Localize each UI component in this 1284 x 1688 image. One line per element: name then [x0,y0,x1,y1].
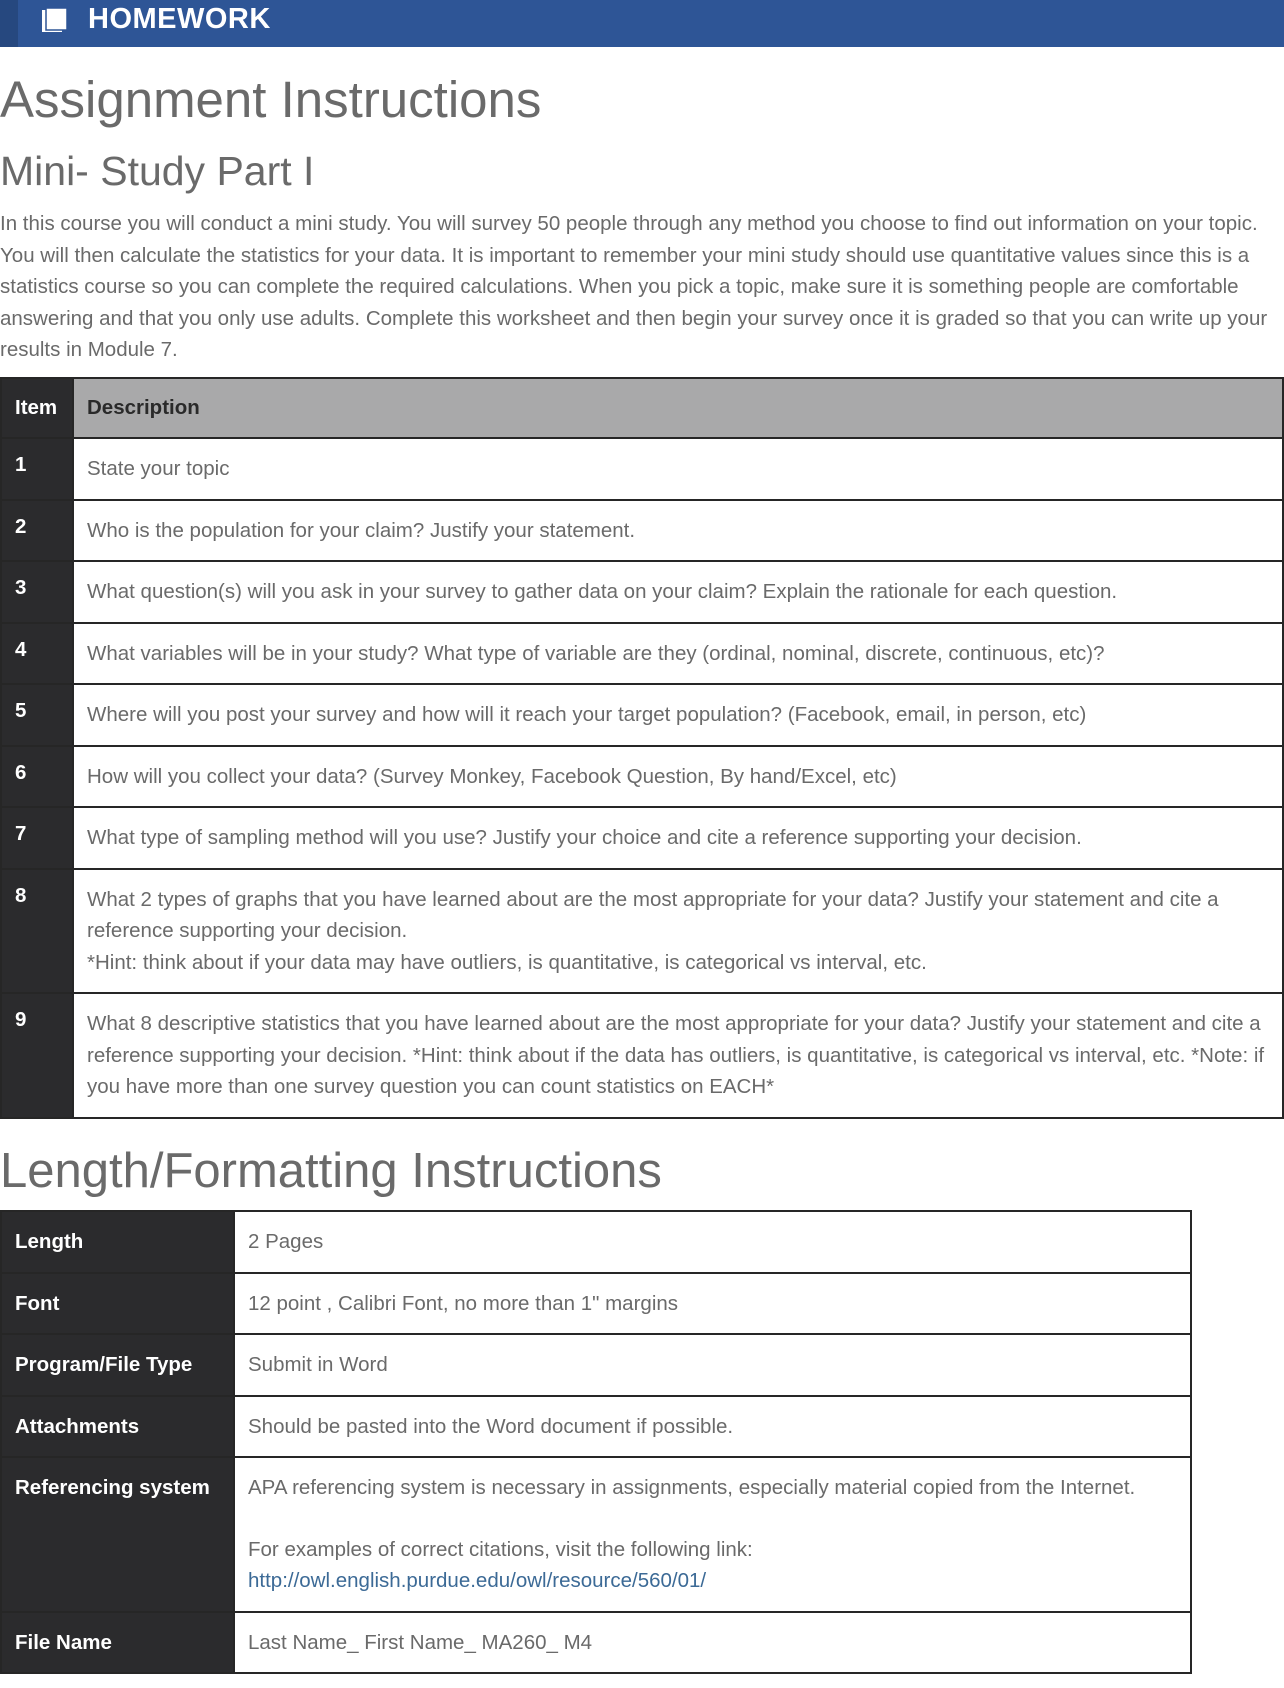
item-hint: *Hint: think about if your data may have outliers, is quantitative, is categorical vs interval, etc. [87,950,927,974]
table-row [1,1457,1191,1612]
file-name-label: File Name [1,1612,234,1674]
item-number: 6 [1,746,73,808]
citation-examples-text: For examples of correct citations, visit the following link: [248,1537,753,1561]
table-row [1,500,1283,562]
table-row [1,1612,1191,1674]
spacer [248,1504,1177,1534]
assignment-subtitle: Mini- Study Part I [0,148,315,194]
page-title: Assignment Instructions [0,71,542,128]
file-name-value: Last Name_ First Name_ MA260_ M4 [234,1612,1191,1674]
item-column-header: Item [1,378,73,438]
item-description: What variables will be in your study? What type of variable are they (ordinal, nominal, discrete, continuous, etc)? [73,623,1283,685]
item-number: 9 [1,993,73,1118]
table-row [1,623,1283,685]
description-column-header: Description [73,378,1283,438]
items-header-row [1,378,1283,438]
table-row [1,1273,1191,1335]
banner-edge [0,0,18,47]
banner-title: HOMEWORK [88,3,271,35]
item-number: 2 [1,500,73,562]
referencing-label: Referencing system [1,1457,234,1612]
table-row [1,1334,1191,1396]
item-description: What question(s) will you ask in your survey to gather data on your claim? Explain the rationale for each question. [73,561,1283,623]
item-description: Who is the population for your claim? Justify your statement. [73,500,1283,562]
table-row [1,561,1283,623]
table-row [1,1211,1191,1273]
length-formatting-title: Length/Formatting Instructions [0,1144,662,1198]
file-type-value: Submit in Word [234,1334,1191,1396]
homework-banner [0,0,1284,47]
item-description: What 8 descriptive statistics that you have learned about are the most appropriate for your data? Justify your statement and cite a reference supporting your decision. *Hint: think about if the data has outliers, is quantitative, is categorical vs interval, etc. *Note: if you have more than one survey question you can count statistics on EACH* [73,993,1283,1118]
book-icon [41,7,68,33]
item-number: 4 [1,623,73,685]
file-type-label: Program/File Type [1,1334,234,1396]
items-table [0,377,1284,1119]
attachments-label: Attachments [1,1396,234,1458]
item-description: Where will you post your survey and how will it reach your target population? (Facebook, email, in person, etc) [73,684,1283,746]
item-number: 7 [1,807,73,869]
item-number: 3 [1,561,73,623]
item-description: State your topic [73,438,1283,500]
item-number: 8 [1,869,73,994]
item-number: 1 [1,438,73,500]
item-description: How will you collect your data? (Survey Monkey, Facebook Question, By hand/Excel, etc) [73,746,1283,808]
table-row [1,1396,1191,1458]
table-row [1,438,1283,500]
item-description: What 2 types of graphs that you have learned about are the most appropriate for your data? Justify your statement and cite a reference supporting your decision. [87,887,1219,942]
table-row [1,993,1283,1118]
formatting-table [0,1210,1192,1674]
referencing-value-cell [234,1457,1191,1612]
attachments-value: Should be pasted into the Word document if possible. [234,1396,1191,1458]
length-value: 2 Pages [234,1211,1191,1273]
length-label: Length [1,1211,234,1273]
purdue-owl-link[interactable]: http://owl.english.purdue.edu/owl/resource/560/01/ [248,1569,707,1592]
table-row [1,746,1283,808]
table-row [1,684,1283,746]
font-value: 12 point , Calibri Font, no more than 1" margins [234,1273,1191,1335]
table-row [1,869,1283,994]
font-label: Font [1,1273,234,1335]
item-description: What type of sampling method will you use? Justify your choice and cite a reference supporting your decision. [73,807,1283,869]
item-number: 5 [1,684,73,746]
intro-paragraph: In this course you will conduct a mini study. You will survey 50 people through any method you choose to find out information on your topic. You will then calculate the statistics for your data. It is important to remember your mini study should use quantitative values since this is a statistics course so you can complete the required calculations. When you pick a topic, make sure it is something people are comfortable answering and that you only use adults. Complete this worksheet and then begin your survey once it is graded so that you can write up your results in Module 7. [0,212,1268,361]
referencing-value: APA referencing system is necessary in assignments, especially material copied from the Internet. [248,1476,1136,1499]
item-description-with-hint [73,869,1283,994]
table-row [1,807,1283,869]
